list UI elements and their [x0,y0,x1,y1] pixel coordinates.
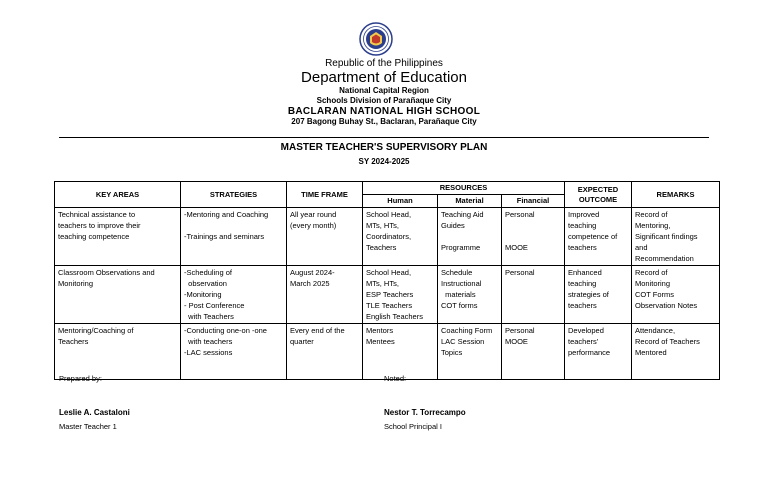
cell-line: Monitoring [635,279,671,288]
cell-line: Every end of the [290,326,345,335]
cell-financial [502,324,565,380]
cell-line: March 2025 [290,279,330,288]
table-row [55,208,720,266]
cell-material [438,266,502,324]
header-material: Material [438,195,502,208]
cell-line: Enhanced [568,268,602,277]
cell-line: Schedule [441,268,473,277]
header-resources: RESOURCES [363,182,565,195]
cell-line: Teachers [366,243,397,252]
cell-line: - Post Conference [184,301,245,310]
cell-line [184,220,283,231]
cell-line: -LAC sessions [184,348,233,357]
cell-line: Significant findings [635,232,698,241]
cell-remarks [632,208,720,266]
cell-line: Coordinators, [366,232,412,241]
cell-outcome [565,266,632,324]
cell-line: MTs, HTs, [366,221,399,230]
cell-line: teachers [568,301,597,310]
cell-line: Personal [505,326,535,335]
cell-material [438,208,502,266]
cell-line: materials [441,290,476,299]
cell-line: (every month) [290,221,337,230]
cell-remarks [632,266,720,324]
cell-line: Classroom Observations and [58,268,155,277]
cell-key-area [55,324,181,380]
cell-line: performance [568,348,611,357]
cell-line: teaching competence [58,232,130,241]
cell-line: Record of Teachers [635,337,700,346]
cell-line: All year round [290,210,337,219]
cell-remarks [632,324,720,380]
school-name: BACLARAN NATIONAL HIGH SCHOOL [287,106,481,117]
deped-seal-icon [359,22,393,56]
cell-line: competence of [568,232,618,241]
cell-line: Personal [505,268,535,277]
cell-line: observation [184,279,227,288]
cell-line: Observation Notes [635,301,698,310]
cell-line [505,220,561,231]
cell-line: -Mentoring and Coaching [184,210,269,219]
table-row [55,324,720,380]
cell-line: Attendance, [635,326,676,335]
cell-line: -Monitoring [184,290,222,299]
header-time-frame: TIME FRAME [287,182,363,208]
cell-line: Mentoring, [635,221,671,230]
header-key-areas: KEY AREAS [55,182,181,208]
header-remarks: REMARKS [632,182,720,208]
cell-line: Recommendation [635,254,694,263]
cell-line: Personal [505,210,535,219]
cell-line: quarter [290,337,314,346]
cell-line: Mentoring/Coaching of [58,326,134,335]
cell-line: Monitoring [58,279,94,288]
cell-time-frame [287,324,363,380]
cell-human [363,266,438,324]
header-human: Human [363,195,438,208]
cell-line: and [635,243,648,252]
cell-line: Record of [635,268,668,277]
cell-line [441,231,498,242]
cell-line: LAC Session [441,337,485,346]
cell-line: with Teachers [184,312,234,321]
noted-by-label: Noted: [384,374,407,383]
cell-line: teaching [568,221,597,230]
cell-line: teaching [568,279,597,288]
noted-by-name: Nestor T. Torrecampo [384,408,466,417]
cell-line: -Conducting one-on -one [184,326,267,335]
cell-key-area [55,266,181,324]
cell-human [363,208,438,266]
cell-line: teachers [568,243,597,252]
cell-line: with teachers [184,337,233,346]
document-title: MASTER TEACHER'S SUPERVISORY PLAN [280,142,488,153]
header-financial: Financial [502,195,565,208]
cell-strategies [181,266,287,324]
cell-outcome [565,208,632,266]
cell-line: Programme [441,243,481,252]
prepared-by-label: Prepared by: [59,374,102,383]
cell-line: Topics [441,348,463,357]
cell-line: Improved [568,210,600,219]
republic-label: Republic of the Philippines [325,58,443,69]
cell-line: Teachers [58,337,89,346]
cell-line: Mentors [366,326,394,335]
cell-line [505,231,561,242]
cell-line: English Teachers [366,312,423,321]
cell-financial [502,266,565,324]
school-year: SY 2024-2025 [358,157,410,166]
cell-line: Guides [441,221,465,230]
department-name: Department of Education [301,69,467,86]
cell-line: -Trainings and seminars [184,232,265,241]
cell-strategies [181,324,287,380]
cell-strategies [181,208,287,266]
cell-line: COT Forms [635,290,675,299]
header-expected-outcome: EXPECTED OUTCOME [565,182,632,208]
cell-line: MTs, HTs, [366,279,399,288]
cell-line: Developed [568,326,604,335]
cell-line: Teaching Aid [441,210,484,219]
cell-financial [502,208,565,266]
cell-line: TLE Teachers [366,301,413,310]
cell-line: Technical assistance to [58,210,136,219]
cell-time-frame [287,208,363,266]
division-name: Schools Division of Parañaque City [316,96,452,105]
cell-line: MOOE [505,243,528,252]
cell-line: teachers to improve their [58,221,141,230]
cell-key-area [55,208,181,266]
cell-line: Mentored [635,348,667,357]
supervisory-plan-table [54,181,720,380]
cell-line: August 2024- [290,268,335,277]
cell-time-frame [287,266,363,324]
noted-by-position: School Principal I [384,422,442,431]
cell-line: teachers' [568,337,599,346]
cell-line: MOOE [505,337,528,346]
cell-line: School Head, [366,268,412,277]
cell-line: Record of [635,210,668,219]
table-body [55,208,720,380]
cell-line: COT forms [441,301,478,310]
cell-line: strategies of [568,290,609,299]
cell-line: Mentees [366,337,395,346]
school-address: 207 Bagong Buhay St., Baclaran, Parañaque City [291,117,477,126]
cell-outcome [565,324,632,380]
table-row [55,266,720,324]
cell-line: ESP Teachers [366,290,414,299]
prepared-by-name: Leslie A. Castaloni [59,408,130,417]
cell-line: School Head, [366,210,412,219]
region-name: National Capital Region [339,86,429,95]
prepared-by-position: Master Teacher 1 [59,422,117,431]
cell-material [438,324,502,380]
cell-line: Instructional [441,279,482,288]
header-divider [59,137,709,138]
header-strategies: STRATEGIES [181,182,287,208]
cell-line: Coaching Form [441,326,493,335]
cell-human [363,324,438,380]
cell-line: -Scheduling of [184,268,232,277]
